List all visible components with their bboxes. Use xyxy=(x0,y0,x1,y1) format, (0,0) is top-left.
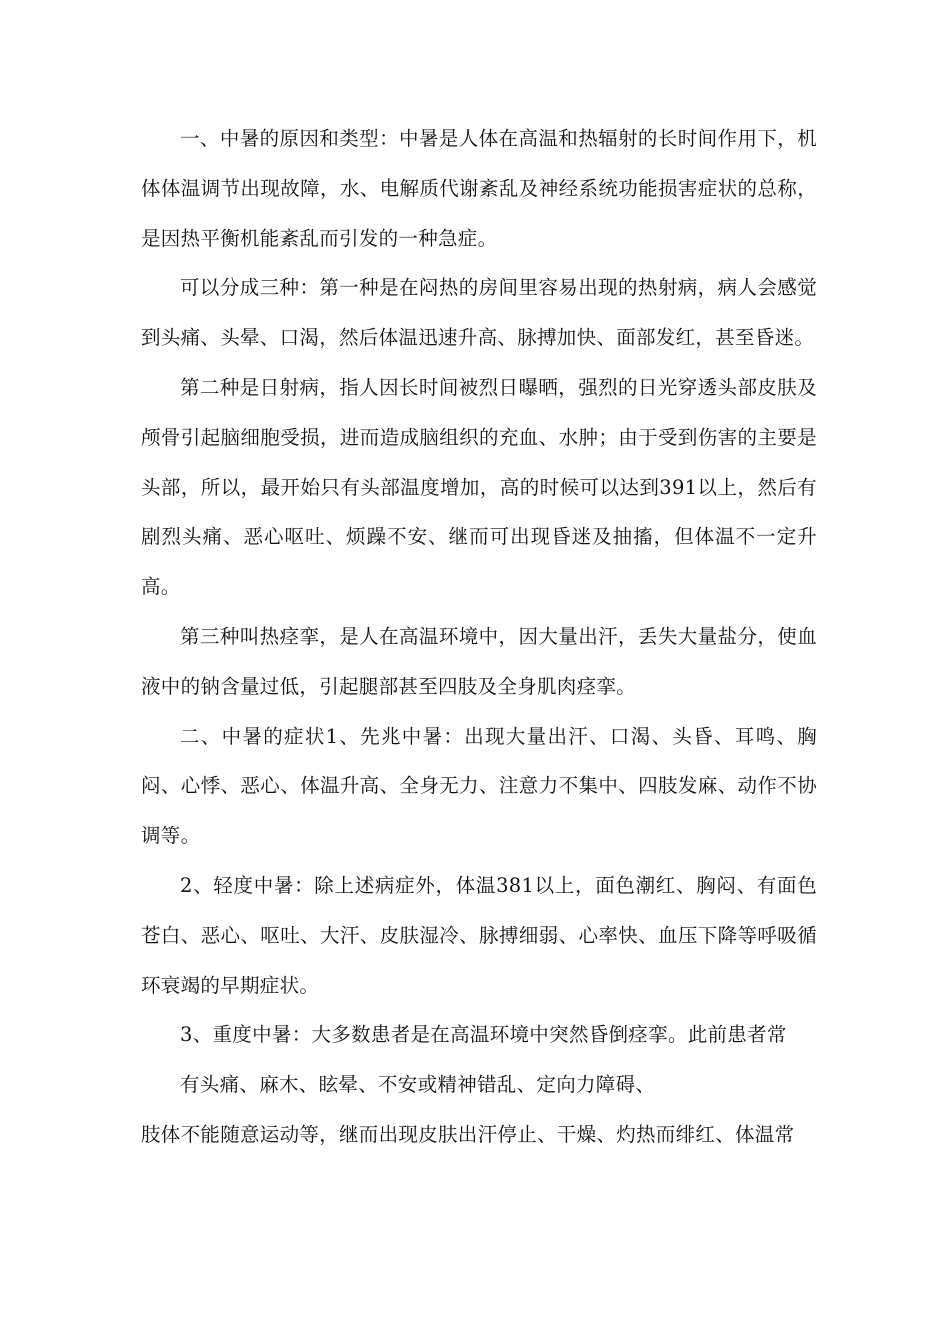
paragraph-heat-cramps: 第三种叫热痉挛，是人在高温环境中，因大量出汗，丢失大量盐分，使血液中的钠含量过低，引起腿部甚至四肢及全身肌肉痉挛。 xyxy=(141,624,817,698)
paragraph-severe-heatstroke: 3、重度中暑：大多数患者是在高温环境中突然昏倒痉挛。此前患者常 xyxy=(180,1023,787,1047)
document-body xyxy=(141,114,817,1160)
paragraph-heatstroke-causes: 一、中暑的原因和类型：中暑是人体在高温和热辐射的长时间作用下，机体体温调节出现故障，水、电解质代谢紊乱及神经系统功能损害症状的总称，是因热平衡机能紊乱而引发的一种急症。 xyxy=(141,127,817,250)
paragraph-symptoms-precursor: 二、中暑的症状1、先兆中暑：出现大量出汗、口渴、头昏、耳鸣、胸闷、心悸、恶心、体温升高、全身无力、注意力不集中、四肢发麻、动作不协调等。 xyxy=(141,724,817,848)
paragraph-sunstroke: 第二种是日射病，指人因长时间被烈日曝晒，强烈的日光穿透头部皮肤及颅骨引起脑细胞受损，进而造成脑组织的充血、水肿；由于受到伤害的主要是头部，所以，最开始只有头部温度增加，高的时候可以达到391以上，然后有剧烈头痛、恶心呕吐、烦躁不安、继而可出现昏迷及抽搐，但体温不一定升高。 xyxy=(141,375,817,599)
paragraph-mild-heatstroke: 2、轻度中暑：除上述病症外，体温381以上，面色潮红、胸闷、有面色苍白、恶心、呕吐、大汗、皮肤湿冷、脉搏细弱、心率快、血压下降等呼吸循环衰竭的早期症状。 xyxy=(141,873,817,997)
paragraph-three-types: 可以分成三种：第一种是在闷热的房间里容易出现的热射病，病人会感觉到头痛、头晕、口渴，然后体温迅速升高、脉搏加快、面部发红，甚至昏迷。 xyxy=(141,276,817,350)
paragraph-severe-final: 肢体不能随意运动等，继而出现皮肤出汗停止、干燥、灼热而绯红、体温常 xyxy=(141,1122,795,1146)
paragraph-severe-continued: 有头痛、麻木、眩晕、不安或精神错乱、定向力障碍、 xyxy=(180,1073,656,1097)
